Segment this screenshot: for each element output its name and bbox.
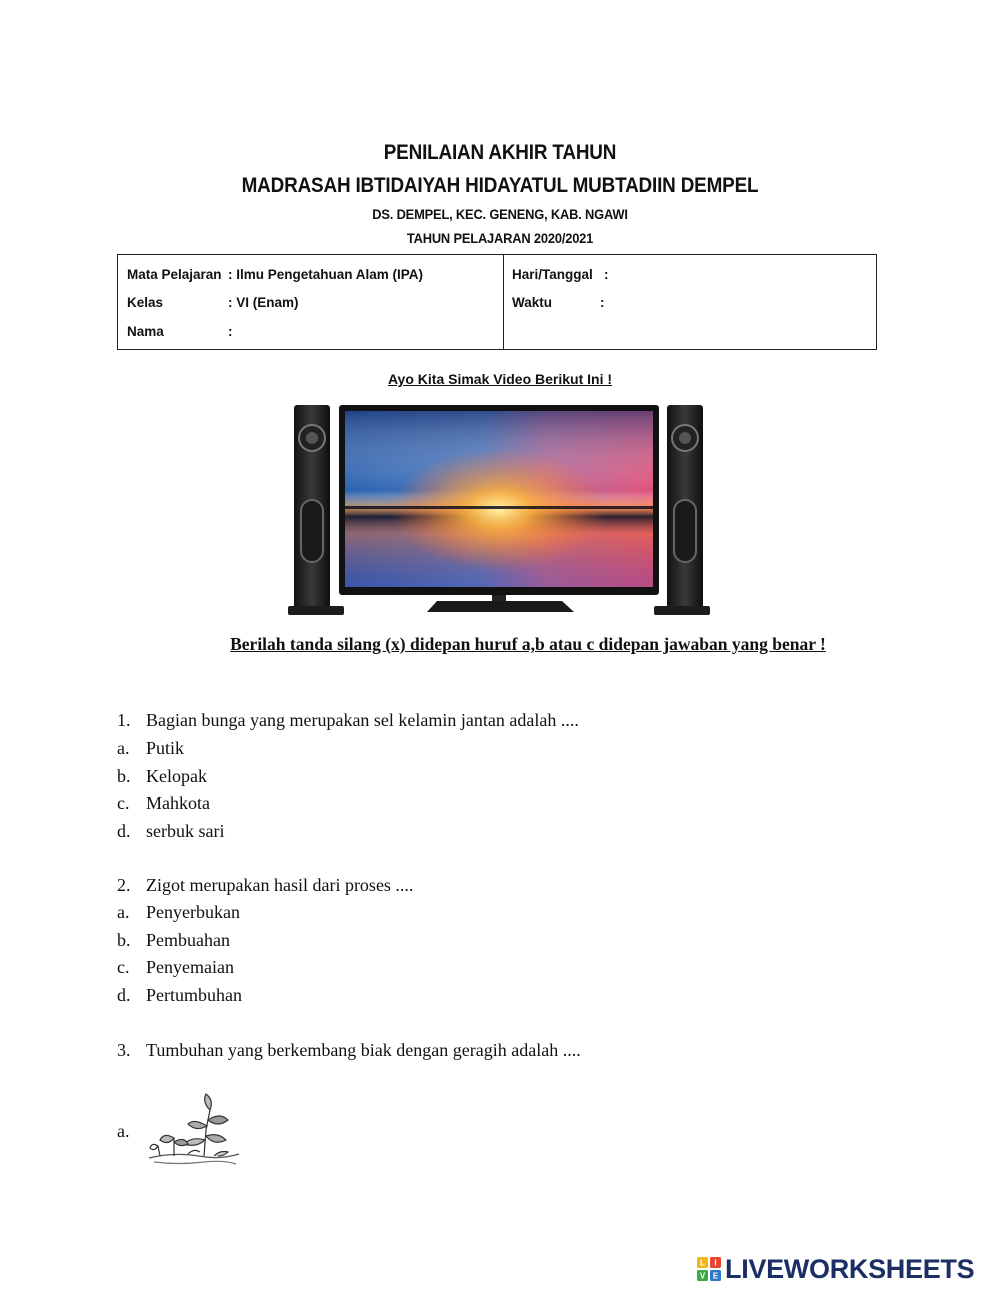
- question-1: [117, 710, 579, 731]
- option-text: Pertumbuhan: [146, 985, 242, 1005]
- question-2: [117, 875, 413, 896]
- liveworksheets-logo-icon: [697, 1257, 721, 1281]
- option-letter: a.: [117, 1121, 130, 1141]
- table-divider: [503, 255, 504, 349]
- school-address: DS. DEMPEL, KEC. GENENG, KAB. NGAWI: [372, 206, 628, 222]
- logo-text: LIVEWORKSHEETS: [725, 1253, 975, 1284]
- subject-value: : Ilmu Pengetahuan Alam (IPA): [228, 267, 424, 282]
- question-number: 1.: [117, 710, 131, 730]
- name-row: [127, 324, 233, 339]
- tv-speakers-svg: [287, 400, 712, 620]
- date-label: Hari/Tanggal: [512, 267, 593, 282]
- name-value[interactable]: :: [228, 324, 233, 339]
- option-letter: c.: [117, 957, 130, 977]
- logo-tile-2: I: [714, 1258, 717, 1268]
- student-info-table: [117, 254, 877, 350]
- time-row: [512, 295, 605, 310]
- option-2a[interactable]: [117, 902, 240, 923]
- question-text: Zigot merupakan hasil dari proses ....: [146, 875, 414, 895]
- option-text: Penyerbukan: [146, 902, 240, 922]
- option-1b[interactable]: [117, 766, 207, 787]
- option-text: Penyemaian: [146, 957, 234, 977]
- logo-tile-1: L: [700, 1258, 705, 1268]
- academic-year: TAHUN PELAJARAN 2020/2021: [406, 230, 594, 246]
- class-label: Kelas: [127, 295, 164, 310]
- subject-row: [127, 267, 423, 282]
- option-2b[interactable]: [117, 930, 230, 951]
- option-2d[interactable]: [117, 985, 242, 1006]
- date-row: [512, 267, 609, 282]
- logo-tile-4: E: [712, 1271, 719, 1281]
- option-text: Pembuahan: [146, 930, 230, 950]
- class-value: : VI (Enam): [228, 295, 299, 310]
- question-3: [117, 1040, 581, 1061]
- time-label: Waktu: [512, 295, 552, 310]
- option-3a[interactable]: [117, 1121, 146, 1142]
- option-letter: d.: [117, 985, 131, 1005]
- option-1d[interactable]: [117, 821, 224, 842]
- name-label: Nama: [127, 324, 164, 339]
- option-letter: d.: [117, 821, 131, 841]
- option-letter: c.: [117, 793, 130, 813]
- question-text: Tumbuhan yang berkembang biak dengan geragih adalah ....: [146, 1040, 581, 1060]
- option-2c[interactable]: [117, 957, 234, 978]
- question-number: 3.: [117, 1040, 131, 1060]
- exam-title: PENILAIAN AKHIR TAHUN: [383, 141, 617, 164]
- option-letter: a.: [117, 902, 130, 922]
- option-1a[interactable]: [117, 738, 184, 759]
- liveworksheets-logo[interactable]: [697, 1254, 974, 1284]
- question-text: Bagian bunga yang merupakan sel kelamin jantan adalah ....: [146, 710, 579, 730]
- option-letter: a.: [117, 738, 130, 758]
- option-letter: b.: [117, 766, 131, 786]
- date-value[interactable]: :: [604, 267, 609, 282]
- school-name: MADRASAH IBTIDAIYAH HIDAYATUL MUBTADIIN DEMPEL: [241, 174, 759, 197]
- class-row: [127, 295, 299, 310]
- instruction-text: Berilah tanda silang (x) didepan huruf a,b atau c didepan jawaban yang benar !: [230, 634, 826, 654]
- question-number: 2.: [117, 875, 131, 895]
- video-prompt: Ayo Kita Simak Video Berikut Ini !: [387, 371, 613, 387]
- option-text: serbuk sari: [146, 821, 225, 841]
- option-letter: b.: [117, 930, 131, 950]
- plant-sketch-image[interactable]: [144, 1090, 244, 1170]
- television-with-speakers-image[interactable]: [287, 400, 712, 620]
- subject-label: Mata Pelajaran: [127, 267, 222, 282]
- option-1c[interactable]: [117, 793, 210, 814]
- option-text: Putik: [146, 738, 185, 758]
- time-value[interactable]: :: [600, 295, 605, 310]
- plant-svg: [144, 1090, 244, 1170]
- logo-tile-3: V: [699, 1271, 706, 1281]
- option-text: Mahkota: [146, 793, 210, 813]
- option-text: Kelopak: [146, 766, 207, 786]
